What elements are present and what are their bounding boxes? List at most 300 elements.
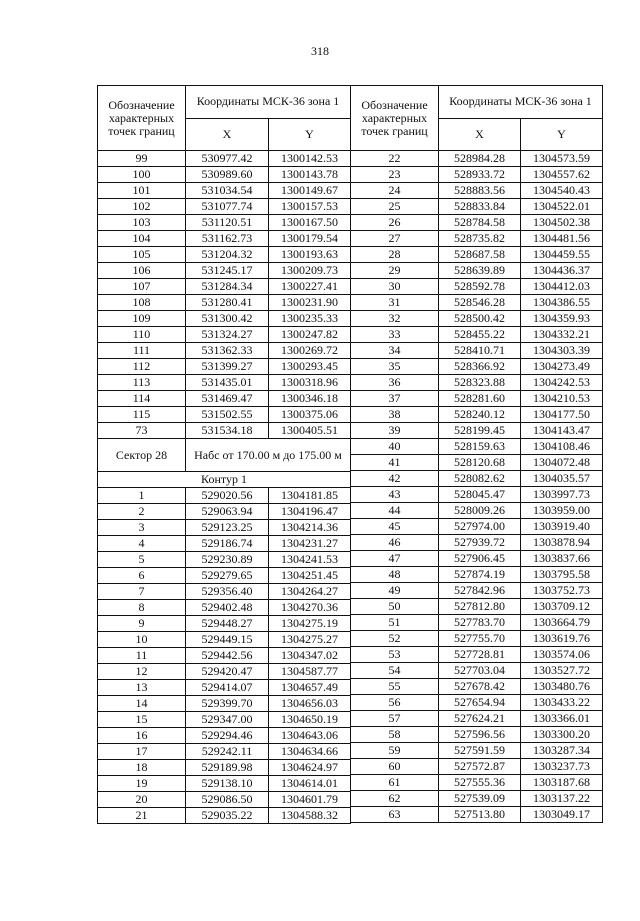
point-id-cell: 9: [98, 616, 186, 632]
table-row: [351, 343, 603, 359]
table-row: [351, 215, 603, 231]
x-coord-cell: 528984.28: [439, 151, 521, 167]
x-coord-cell: 528082.62: [439, 471, 521, 487]
table-row: [98, 584, 351, 600]
y-coord-cell: 1304359.93: [521, 311, 603, 327]
point-id-cell: 50: [351, 599, 439, 615]
point-id-cell: 58: [351, 727, 439, 743]
x-coord-cell: 531245.17: [186, 263, 269, 279]
x-coord-cell: 528784.58: [439, 215, 521, 231]
point-id-cell: 44: [351, 503, 439, 519]
x-coord-cell: 528159.63: [439, 439, 521, 455]
table-row: [98, 488, 351, 504]
coordinates-table-right: [350, 85, 603, 823]
table-row: [351, 759, 603, 775]
y-coord-cell: 1303366.01: [521, 711, 603, 727]
y-coord-cell: 1300375.06: [269, 407, 351, 423]
y-coord-cell: 1300193.63: [269, 247, 351, 263]
x-coord-cell: 529086.50: [186, 792, 269, 808]
sector-note-cell: Набс от 170.00 м до 175.00 м: [186, 439, 351, 472]
point-id-cell: 115: [98, 407, 186, 423]
point-id-cell: 31: [351, 295, 439, 311]
y-coord-cell: 1304459.55: [521, 247, 603, 263]
y-coord-cell: 1304412.03: [521, 279, 603, 295]
y-coord-cell: 1304275.19: [269, 616, 351, 632]
y-coord-cell: 1300167.50: [269, 215, 351, 231]
x-coord-cell: 527624.21: [439, 711, 521, 727]
point-id-cell: 111: [98, 343, 186, 359]
point-id-cell: 10: [98, 632, 186, 648]
x-coord-cell: 528323.88: [439, 375, 521, 391]
x-coord-cell: 529020.56: [186, 488, 269, 504]
y-coord-cell: 1304242.53: [521, 375, 603, 391]
y-coord-cell: 1304650.19: [269, 712, 351, 728]
y-coord-cell: 1303919.40: [521, 519, 603, 535]
x-coord-cell: 529242.11: [186, 744, 269, 760]
x-coord-cell: 528240.12: [439, 407, 521, 423]
y-coord-cell: 1304557.62: [521, 167, 603, 183]
x-coord-cell: 527539.09: [439, 791, 521, 807]
y-coord-cell: 1304657.49: [269, 680, 351, 696]
table-row: [351, 423, 603, 439]
point-id-cell: 47: [351, 551, 439, 567]
y-coord-cell: 1304634.66: [269, 744, 351, 760]
point-id-cell: 59: [351, 743, 439, 759]
table-row: [351, 599, 603, 615]
table-row: [351, 535, 603, 551]
table-row: [351, 791, 603, 807]
point-id-cell: 43: [351, 487, 439, 503]
point-id-cell: 101: [98, 183, 186, 199]
x-coord-cell: 528833.84: [439, 199, 521, 215]
y-coord-cell: 1300346.18: [269, 391, 351, 407]
point-id-cell: 18: [98, 760, 186, 776]
x-coord-cell: 528933.72: [439, 167, 521, 183]
point-id-cell: 100: [98, 167, 186, 183]
table-row: [98, 151, 351, 167]
point-id-cell: 8: [98, 600, 186, 616]
table-row: [351, 455, 603, 471]
table-row: [98, 792, 351, 808]
y-coord-cell: 1300149.67: [269, 183, 351, 199]
point-id-cell: 107: [98, 279, 186, 295]
x-coord-cell: 528120.68: [439, 455, 521, 471]
y-coord-cell: 1304624.97: [269, 760, 351, 776]
x-coord-cell: 528045.47: [439, 487, 521, 503]
x-coord-cell: 528410.71: [439, 343, 521, 359]
y-coord-cell: 1304214.36: [269, 520, 351, 536]
x-coord-cell: 527728.81: [439, 647, 521, 663]
point-id-cell: 56: [351, 695, 439, 711]
point-id-cell: 62: [351, 791, 439, 807]
point-id-cell: 109: [98, 311, 186, 327]
x-coord-cell: 531502.55: [186, 407, 269, 423]
x-coord-cell: 529294.46: [186, 728, 269, 744]
y-coord-cell: 1303480.76: [521, 679, 603, 695]
table-row: [98, 536, 351, 552]
y-coord-cell: 1304273.49: [521, 359, 603, 375]
y-coord-cell: 1304196.47: [269, 504, 351, 520]
y-header: Y: [521, 118, 603, 151]
table-row: [98, 728, 351, 744]
table-row: [98, 263, 351, 279]
y-coord-cell: 1304587.77: [269, 664, 351, 680]
point-id-cell: 41: [351, 455, 439, 471]
table-row: [351, 695, 603, 711]
point-id-cell: 4: [98, 536, 186, 552]
table-row: [351, 247, 603, 263]
x-coord-cell: 529230.89: [186, 552, 269, 568]
x-coord-cell: 531204.32: [186, 247, 269, 263]
table-row: [351, 375, 603, 391]
table-row: [98, 279, 351, 295]
point-id-cell: 28: [351, 247, 439, 263]
header-row: [351, 86, 603, 119]
table-row: [351, 679, 603, 695]
table-row: [351, 327, 603, 343]
y-coord-cell: 1303664.79: [521, 615, 603, 631]
y-coord-cell: 1304143.47: [521, 423, 603, 439]
point-id-cell: 15: [98, 712, 186, 728]
point-id-cell: 114: [98, 391, 186, 407]
x-coord-cell: 527596.56: [439, 727, 521, 743]
y-coord-cell: 1303795.58: [521, 567, 603, 583]
table-row: [351, 583, 603, 599]
x-coord-cell: 529442.56: [186, 648, 269, 664]
table-row: [98, 327, 351, 343]
header-row: [98, 86, 351, 119]
x-coord-cell: 528366.92: [439, 359, 521, 375]
point-id-cell: 25: [351, 199, 439, 215]
table-row: [98, 504, 351, 520]
point-id-cell: 17: [98, 744, 186, 760]
y-coord-cell: 1303752.73: [521, 583, 603, 599]
point-id-cell: 51: [351, 615, 439, 631]
y-coord-cell: 1304573.59: [521, 151, 603, 167]
table-row: [98, 359, 351, 375]
y-coord-cell: 1304332.21: [521, 327, 603, 343]
table-row: [98, 231, 351, 247]
table-row: [98, 568, 351, 584]
y-coord-cell: 1300293.45: [269, 359, 351, 375]
y-coord-cell: 1304275.27: [269, 632, 351, 648]
x-coord-cell: 529402.48: [186, 600, 269, 616]
table-row: [98, 808, 351, 824]
y-coord-cell: 1304436.37: [521, 263, 603, 279]
point-id-cell: 61: [351, 775, 439, 791]
coordinates-table-left: [97, 85, 351, 824]
x-coord-cell: 531534.18: [186, 423, 269, 439]
table-row: [98, 199, 351, 215]
point-id-cell: 29: [351, 263, 439, 279]
table-row: [98, 407, 351, 423]
point-id-cell: 49: [351, 583, 439, 599]
table-row: [351, 743, 603, 759]
point-id-cell: 33: [351, 327, 439, 343]
x-coord-cell: 528883.56: [439, 183, 521, 199]
y-coord-cell: 1303619.76: [521, 631, 603, 647]
point-id-cell: 12: [98, 664, 186, 680]
y-coord-cell: 1303997.73: [521, 487, 603, 503]
point-id-cell: 103: [98, 215, 186, 231]
y-coord-cell: 1300179.54: [269, 231, 351, 247]
point-id-cell: 108: [98, 295, 186, 311]
table-row: [98, 391, 351, 407]
point-id-cell: 26: [351, 215, 439, 231]
table-row: [98, 616, 351, 632]
x-coord-cell: 528735.82: [439, 231, 521, 247]
y-coord-cell: 1304181.85: [269, 488, 351, 504]
table-row: [351, 279, 603, 295]
x-coord-cell: 527703.04: [439, 663, 521, 679]
y-coord-cell: 1303709.12: [521, 599, 603, 615]
x-coord-cell: 527812.80: [439, 599, 521, 615]
table-row: [98, 311, 351, 327]
point-id-cell: 22: [351, 151, 439, 167]
point-id-cell: 63: [351, 807, 439, 823]
table-row: [351, 711, 603, 727]
point-id-cell: 53: [351, 647, 439, 663]
point-id-cell: 38: [351, 407, 439, 423]
x-coord-cell: 527874.19: [439, 567, 521, 583]
table-row: [351, 199, 603, 215]
coords-header: Координаты МСК-36 зона 1: [439, 86, 603, 119]
x-coord-cell: 531284.34: [186, 279, 269, 295]
x-coord-cell: 531162.73: [186, 231, 269, 247]
point-id-cell: 19: [98, 776, 186, 792]
point-id-cell: 5: [98, 552, 186, 568]
table-row: [98, 712, 351, 728]
y-coord-cell: 1304231.27: [269, 536, 351, 552]
point-id-cell: 20: [98, 792, 186, 808]
x-coord-cell: 529356.40: [186, 584, 269, 600]
x-coord-cell: 528639.89: [439, 263, 521, 279]
table-row: [98, 632, 351, 648]
x-coord-cell: 531077.74: [186, 199, 269, 215]
y-coord-cell: 1304614.01: [269, 776, 351, 792]
table-row: [351, 167, 603, 183]
table-row: [351, 471, 603, 487]
x-coord-cell: 529420.47: [186, 664, 269, 680]
point-id-cell: 45: [351, 519, 439, 535]
table-row: [98, 776, 351, 792]
x-coord-cell: 531300.42: [186, 311, 269, 327]
table-row: [351, 151, 603, 167]
sector-row: [98, 439, 351, 472]
y-coord-cell: 1304643.06: [269, 728, 351, 744]
table-row: [98, 664, 351, 680]
x-coord-cell: 531399.27: [186, 359, 269, 375]
point-id-cell: 24: [351, 183, 439, 199]
x-header: X: [186, 118, 269, 151]
table-row: [351, 503, 603, 519]
point-id-cell: 46: [351, 535, 439, 551]
right-table-body: [351, 86, 603, 823]
point-id-cell: 104: [98, 231, 186, 247]
y-coord-cell: 1300143.78: [269, 167, 351, 183]
y-coord-cell: 1303433.22: [521, 695, 603, 711]
table-row: [351, 391, 603, 407]
x-coord-cell: 529186.74: [186, 536, 269, 552]
x-coord-cell: 529449.15: [186, 632, 269, 648]
point-id-cell: 34: [351, 343, 439, 359]
y-coord-cell: 1304108.46: [521, 439, 603, 455]
y-coord-cell: 1303527.72: [521, 663, 603, 679]
point-id-cell: 13: [98, 680, 186, 696]
x-coord-cell: 527654.94: [439, 695, 521, 711]
table-row: [351, 231, 603, 247]
table-row: [98, 552, 351, 568]
point-id-cell: 23: [351, 167, 439, 183]
y-coord-cell: 1304241.53: [269, 552, 351, 568]
y-coord-cell: 1304502.38: [521, 215, 603, 231]
x-coord-cell: 527555.36: [439, 775, 521, 791]
table-row: [351, 263, 603, 279]
point-id-cell: 7: [98, 584, 186, 600]
y-coord-cell: 1304522.01: [521, 199, 603, 215]
y-coord-cell: 1300209.73: [269, 263, 351, 279]
x-coord-cell: 527974.00: [439, 519, 521, 535]
point-id-cell: 35: [351, 359, 439, 375]
contour-label-cell: Контур 1: [98, 472, 351, 488]
x-coord-cell: 529448.27: [186, 616, 269, 632]
point-id-cell: 40: [351, 439, 439, 455]
table-row: [98, 680, 351, 696]
x-coord-cell: 529399.70: [186, 696, 269, 712]
point-id-cell: 39: [351, 423, 439, 439]
table-row: [98, 167, 351, 183]
x-coord-cell: 530989.60: [186, 167, 269, 183]
point-id-cell: 106: [98, 263, 186, 279]
point-id-cell: 3: [98, 520, 186, 536]
table-row: [351, 407, 603, 423]
x-coord-cell: 531120.51: [186, 215, 269, 231]
table-row: [351, 727, 603, 743]
y-coord-cell: 1304347.02: [269, 648, 351, 664]
y-coord-cell: 1304210.53: [521, 391, 603, 407]
y-coord-cell: 1300142.53: [269, 151, 351, 167]
point-id-cell: 55: [351, 679, 439, 695]
y-coord-cell: 1303187.68: [521, 775, 603, 791]
table-row: [98, 343, 351, 359]
y-coord-cell: 1300318.96: [269, 375, 351, 391]
point-id-cell: 73: [98, 423, 186, 439]
x-coord-cell: 529414.07: [186, 680, 269, 696]
table-row: [98, 744, 351, 760]
y-coord-cell: 1304303.39: [521, 343, 603, 359]
x-coord-cell: 529189.98: [186, 760, 269, 776]
y-coord-cell: 1304656.03: [269, 696, 351, 712]
contour-row: [98, 472, 351, 488]
y-coord-cell: 1304386.55: [521, 295, 603, 311]
x-coord-cell: 530977.42: [186, 151, 269, 167]
y-coord-cell: 1303574.06: [521, 647, 603, 663]
y-coord-cell: 1304270.36: [269, 600, 351, 616]
table-row: [351, 439, 603, 455]
x-coord-cell: 528281.60: [439, 391, 521, 407]
y-coord-cell: 1303959.00: [521, 503, 603, 519]
point-id-cell: 30: [351, 279, 439, 295]
table-row: [351, 519, 603, 535]
table-row: [98, 423, 351, 439]
x-coord-cell: 527842.96: [439, 583, 521, 599]
x-coord-cell: 527783.70: [439, 615, 521, 631]
point-id-cell: 112: [98, 359, 186, 375]
x-coord-cell: 528009.26: [439, 503, 521, 519]
table-row: [351, 359, 603, 375]
y-coord-cell: 1300269.72: [269, 343, 351, 359]
point-id-cell: 42: [351, 471, 439, 487]
x-coord-cell: 531324.27: [186, 327, 269, 343]
y-coord-cell: 1304072.48: [521, 455, 603, 471]
x-coord-cell: 527939.72: [439, 535, 521, 551]
table-row: [351, 631, 603, 647]
y-coord-cell: 1300227.41: [269, 279, 351, 295]
table-row: [98, 247, 351, 263]
point-id-cell: 54: [351, 663, 439, 679]
x-coord-cell: 529063.94: [186, 504, 269, 520]
point-id-cell: 14: [98, 696, 186, 712]
point-id-cell: 60: [351, 759, 439, 775]
table-row: [351, 551, 603, 567]
point-id-cell: 11: [98, 648, 186, 664]
y-coord-cell: 1304251.45: [269, 568, 351, 584]
y-coord-cell: 1304177.50: [521, 407, 603, 423]
page-number: 318: [311, 44, 329, 58]
coords-header: Координаты МСК-36 зона 1: [186, 86, 351, 119]
point-id-cell: 110: [98, 327, 186, 343]
table-row: [98, 760, 351, 776]
y-coord-cell: 1300235.33: [269, 311, 351, 327]
point-id-cell: 102: [98, 199, 186, 215]
y-coord-cell: 1304264.27: [269, 584, 351, 600]
x-coord-cell: 529138.10: [186, 776, 269, 792]
table-row: [98, 648, 351, 664]
table-row: [351, 775, 603, 791]
y-coord-cell: 1303137.22: [521, 791, 603, 807]
x-coord-cell: 527906.45: [439, 551, 521, 567]
table-row: [98, 375, 351, 391]
x-coord-cell: 531362.33: [186, 343, 269, 359]
x-coord-cell: 528592.78: [439, 279, 521, 295]
y-coord-cell: 1303837.66: [521, 551, 603, 567]
x-coord-cell: 528546.28: [439, 295, 521, 311]
x-coord-cell: 529347.00: [186, 712, 269, 728]
point-id-cell: 57: [351, 711, 439, 727]
table-row: [351, 615, 603, 631]
table-row: [98, 600, 351, 616]
point-id-cell: 113: [98, 375, 186, 391]
x-coord-cell: 529279.65: [186, 568, 269, 584]
sector-label-cell: Сектор 28: [98, 439, 186, 472]
x-coord-cell: 529123.25: [186, 520, 269, 536]
table-row: [98, 183, 351, 199]
y-coord-cell: 1303878.94: [521, 535, 603, 551]
y-coord-cell: 1303287.34: [521, 743, 603, 759]
point-label-header: Обозначение характерных точек границ: [98, 86, 186, 151]
point-id-cell: 21: [98, 808, 186, 824]
point-id-cell: 52: [351, 631, 439, 647]
table-row: [98, 696, 351, 712]
table-row: [351, 311, 603, 327]
point-label-header: Обозначение характерных точек границ: [351, 86, 439, 151]
table-row: [351, 807, 603, 823]
y-coord-cell: 1304588.32: [269, 808, 351, 824]
x-coord-cell: 528687.58: [439, 247, 521, 263]
y-coord-cell: 1300231.90: [269, 295, 351, 311]
y-coord-cell: 1303300.20: [521, 727, 603, 743]
table-row: [98, 215, 351, 231]
